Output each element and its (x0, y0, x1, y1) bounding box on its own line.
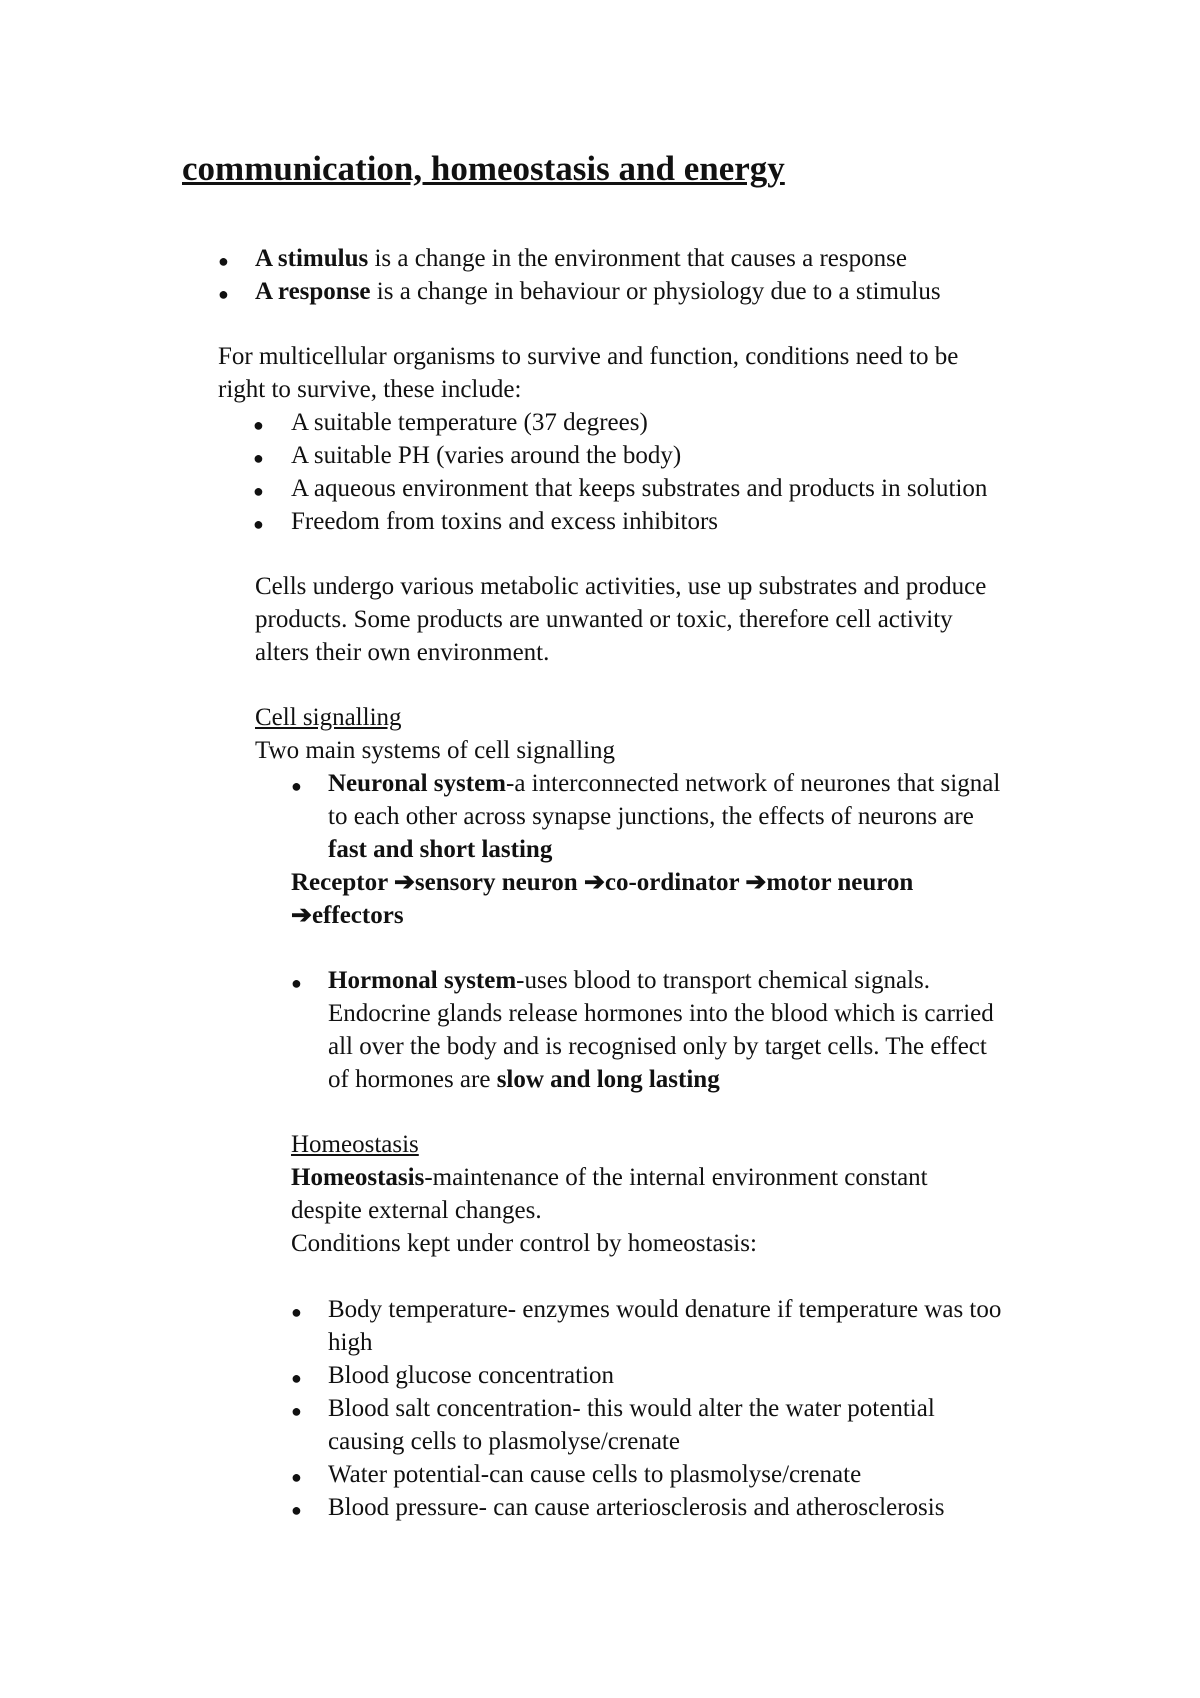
arrow-icon: ➔ (393, 869, 415, 896)
definition-text: is a change in behaviour or physiology due to a stimulus (370, 278, 941, 305)
list-item: Blood salt concentration- this would alter the water potential (328, 1395, 935, 1422)
bullet-icon: ● (218, 284, 229, 304)
neuronal-pathway: ➔effectors (291, 902, 404, 929)
list-item: high (328, 1329, 373, 1356)
paragraph-line: Cells undergo various metabolic activities, use up substrates and produce (255, 573, 987, 600)
bullet-icon: ● (218, 251, 229, 271)
term: Neuronal system (328, 770, 507, 797)
list-item: A aqueous environment that keeps substrates and products in solution (291, 475, 988, 502)
paragraph-line: alters their own environment. (255, 639, 550, 666)
section-heading-cell-signalling: Cell signalling (255, 704, 402, 731)
bullet-icon: ● (291, 1500, 302, 1520)
definition-text: is a change in the environment that causes a response (368, 245, 907, 272)
bullet-icon: ● (253, 415, 264, 435)
neuronal-system-line: to each other across synapse junctions, the effects of neurons are (328, 803, 974, 830)
conditions-intro-line: For multicellular organisms to survive and function, conditions need to be (218, 343, 959, 370)
list-item: Blood pressure- can cause arteriosclerosis and atherosclerosis (328, 1494, 945, 1521)
hormonal-system-line: Endocrine glands release hormones into the blood which is carried (328, 1000, 994, 1027)
arrow-icon: ➔ (745, 869, 767, 896)
bullet-icon: ● (253, 514, 264, 534)
conditions-intro-line: right to survive, these include: (218, 376, 522, 403)
list-item: Body temperature- enzymes would denature if temperature was too (328, 1296, 1002, 1323)
definition-stimulus (255, 242, 907, 275)
bullet-icon: ● (253, 481, 264, 501)
bullet-icon: ● (291, 1401, 302, 1421)
list-item: Blood glucose concentration (328, 1362, 615, 1389)
document-title: communication, homeostasis and energy (182, 149, 785, 188)
homeostasis-definition: Homeostasis-maintenance of the internal environment constant (291, 1164, 928, 1191)
hormonal-system-line: all over the body and is recognised only by target cells. The effect (328, 1033, 987, 1060)
list-item: Freedom from toxins and excess inhibitors (291, 508, 719, 535)
section-heading-homeostasis: Homeostasis (291, 1131, 419, 1158)
bullet-icon: ● (291, 973, 302, 993)
definition-term: A stimulus (255, 245, 369, 272)
neuronal-system-line: fast and short lasting (328, 836, 553, 863)
hormonal-system-line: Hormonal system-uses blood to transport chemical signals. (328, 967, 930, 994)
neuronal-system-line: Neuronal system-a interconnected network of neurones that signal (328, 770, 1001, 797)
arrow-icon: ➔ (583, 869, 605, 896)
list-item: causing cells to plasmolyse/crenate (328, 1428, 680, 1455)
hormonal-system-line: of hormones are slow and long lasting (328, 1066, 720, 1093)
definition-response (255, 275, 941, 308)
list-item: Water potential-can cause cells to plasmolyse/crenate (328, 1461, 862, 1488)
homeostasis-definition: despite external changes. (291, 1197, 542, 1224)
bullet-icon: ● (291, 1467, 302, 1487)
bullet-icon: ● (291, 1368, 302, 1388)
paragraph-line: Two main systems of cell signalling (255, 737, 616, 764)
arrow-icon: ➔ (291, 902, 312, 929)
definition-term: A response (255, 278, 371, 305)
bullet-icon: ● (291, 1302, 302, 1322)
bullet-icon: ● (291, 776, 302, 796)
neuronal-pathway: Receptor ➔sensory neuron ➔co-ordinator ➔motor neuron (291, 869, 914, 896)
list-item: A suitable PH (varies around the body) (291, 442, 682, 469)
paragraph-line: products. Some products are unwanted or toxic, therefore cell activity (255, 606, 953, 633)
list-item: A suitable temperature (37 degrees) (291, 409, 648, 436)
term: Hormonal system (328, 967, 517, 994)
bullet-icon: ● (253, 448, 264, 468)
paragraph-line: Conditions kept under control by homeostasis: (291, 1230, 757, 1257)
